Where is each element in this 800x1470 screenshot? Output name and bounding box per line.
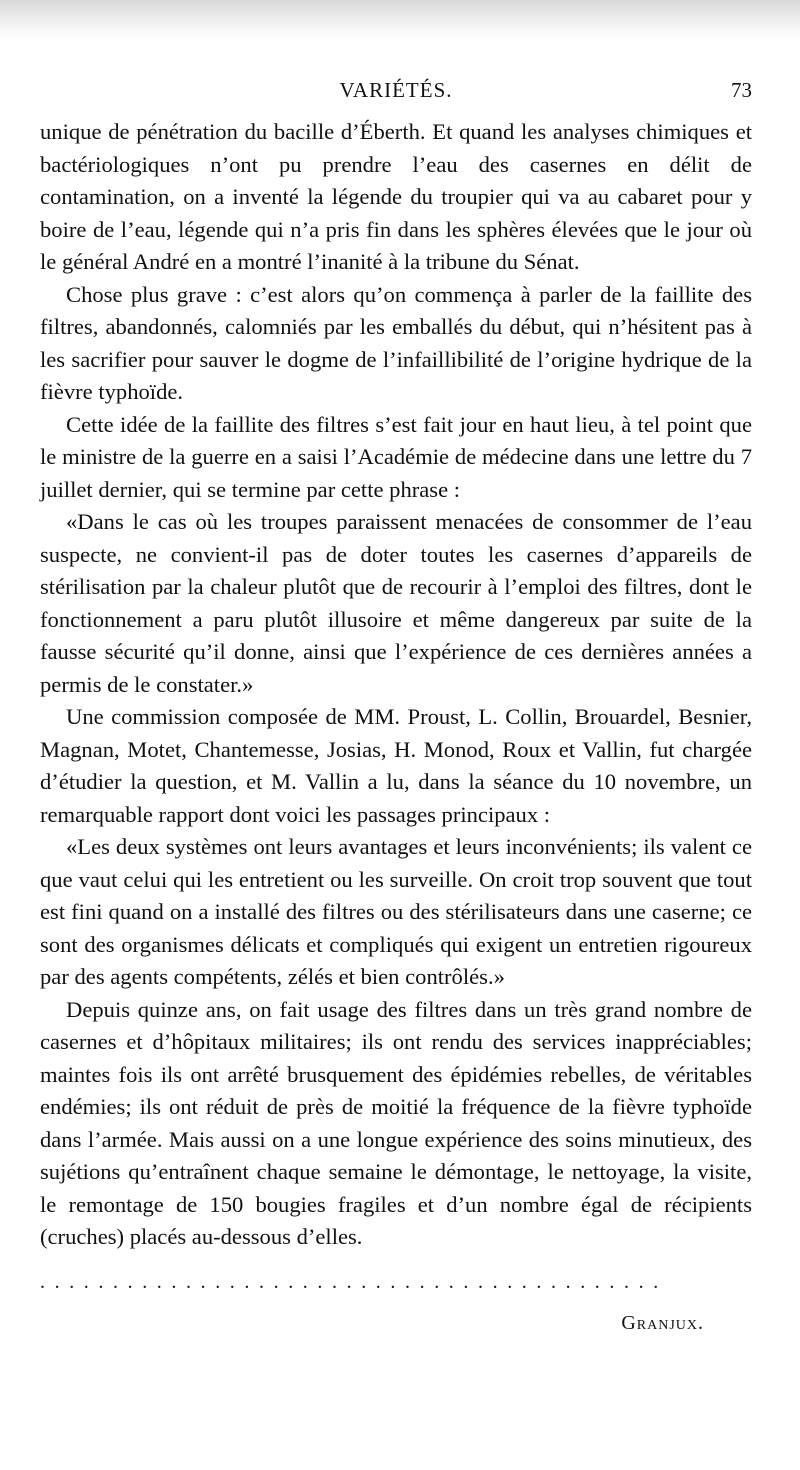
page-number: 73 [731, 78, 752, 102]
running-head [40, 78, 752, 108]
author-signature: Granjux. [621, 1311, 704, 1334]
section-title: VARIÉTÉS. [339, 78, 453, 102]
dotted-separator: ........................................... [40, 1271, 668, 1292]
paragraph-continuation: unique de pénétration du bacille d’Éberth. Et quand les analyses chimiques et bactériologiques n’ont pu prendre l’eau des casernes en délit de contamination, on a inventé la légende du troupier qui va au cabaret pour y boire de l’eau, légende qui n’a pris fin dans les sphères élevées que le jour où le général André en a montré l’inanité à la tribune du Sénat. [40, 119, 752, 274]
page [40, 0, 752, 1335]
paragraph: Cette idée de la faillite des filtres s’est fait jour en haut lieu, à tel point que le ministre de la guerre en a saisi l’Académie de médecine dans une lettre du 7 juillet dernier, qui se termine par cette phrase : [40, 411, 752, 502]
body-text [40, 116, 752, 1254]
paragraph: Chose plus grave : c’est alors qu’on commença à parler de la faillite des filtres, abandonnés, calomniés par les emballés du début, qui n’hésitent pas à les sacrifier pour sauver le dogme de l’infaillibilité de l’origine hydrique de la fièvre typhoïde. [40, 281, 752, 404]
quoted-paragraph: «Les deux systèmes ont leurs avantages et leurs inconvénients; ils valent ce que vaut celui qui les entretient ou les surveille. On croit trop souvent que tout est fini quand on a installé des filtres ou des stérilisateurs dans une caserne; ce sont des organismes délicats et compliqués qui exigent un entretien rigoureux par des agents compétents, zélés et bien contrôlés.» [40, 834, 752, 989]
paragraph: Une commission composée de MM. Proust, L. Collin, Brouardel, Besnier, Magnan, Motet, Chantemesse, Josias, H. Monod, Roux et Vallin, fut chargée d’étudier la question, et M. Vallin a lu, dans la séance du 10 novembre, un remarquable rapport dont voici les passages principaux : [40, 704, 752, 827]
paragraph: Depuis quinze ans, on fait usage des filtres dans un très grand nombre de casernes et d’hôpitaux militaires; ils ont rendu des services inappréciables; maintes fois ils ont arrêté brusquement des épidémies rebelles, de véritables endémies; ils ont réduit de près de moitié la fréquence de la fièvre typhoïde dans l’armée. Mais aussi on a une longue expérience des soins minutieux, des sujétions qu’entraînent chaque semaine le démontage, le nettoyage, la visite, le remontage de 150 bougies fragiles et d’un nombre égal de récipients (cruches) placés au-dessous d’elles. [40, 996, 752, 1249]
quoted-paragraph: «Dans le cas où les troupes paraissent menacées de consommer de l’eau suspecte, ne convient-il pas de doter toutes les casernes d’appareils de stérilisation par la chaleur plutôt que de recourir à l’emploi des filtres, dont le fonctionnement a paru plutôt illusoire et même dangereux par suite de la fausse sécurité qu’il donne, ainsi que l’expérience de ces dernières années a permis de le constater.» [40, 509, 752, 697]
